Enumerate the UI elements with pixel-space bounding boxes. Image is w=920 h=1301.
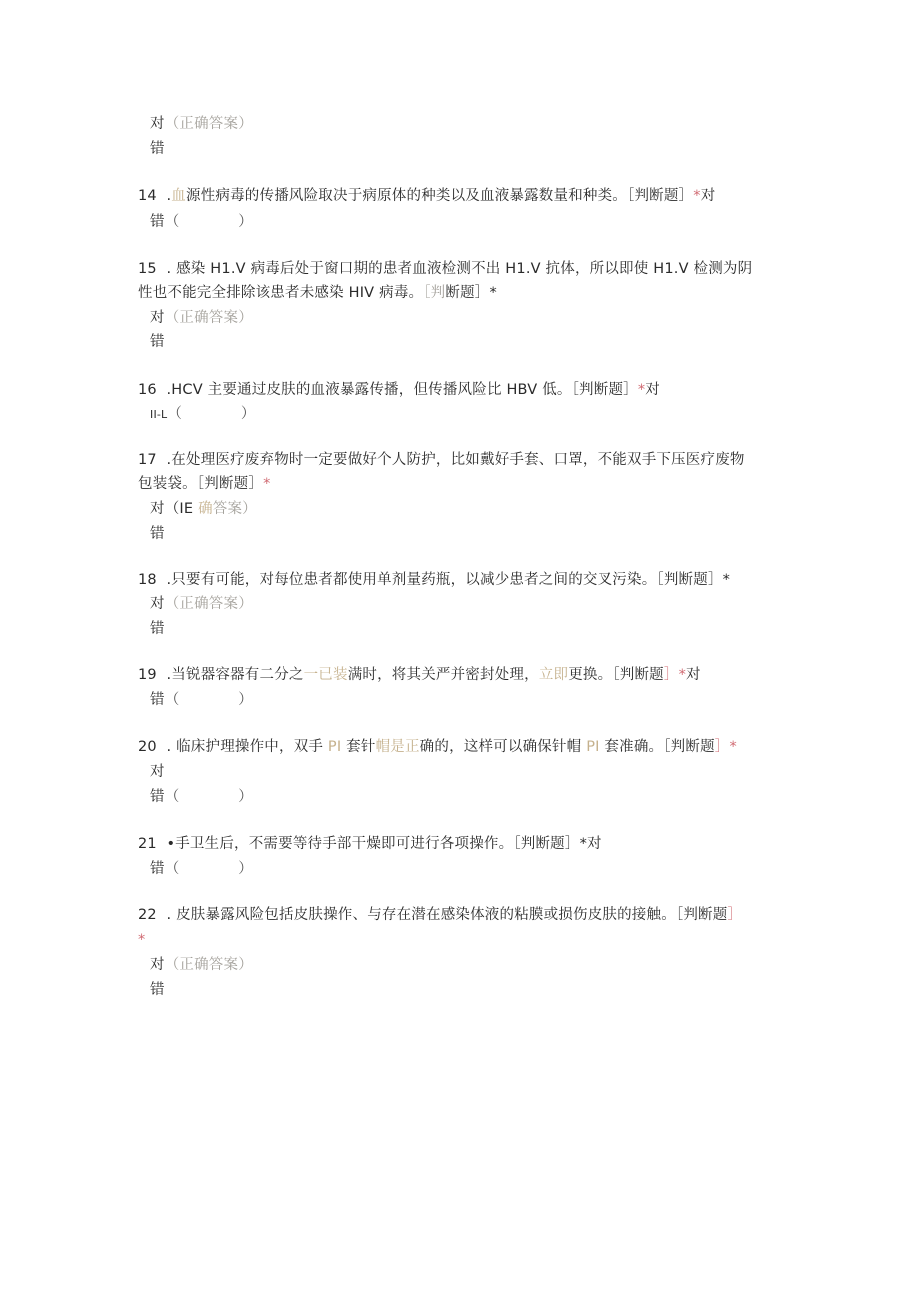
option-false-19: 错（ ） [150, 692, 253, 708]
option-false-22: 错 [150, 982, 165, 998]
option-false-18: 错 [150, 621, 165, 637]
option-true-13: 对（正确答案） [150, 116, 253, 132]
option-false-16: II-L（ ） [150, 406, 256, 422]
question-15-cont: 性也不能完全排除该患者未感染 HIV 病毒。［判断题］* [138, 285, 497, 301]
question-22: 22 . 皮肤暴露风险包括皮肤操作、与存在潜在感染体液的粘膜或损伤皮肤的接触。［判断题］ [138, 907, 743, 923]
option-false-14: 错（ ） [150, 214, 253, 230]
question-20: 20 . 临床护理操作中，双手 PI 套针帽是正确的，这样可以确保针帽 PI 套准确。［判断题］* [138, 739, 737, 755]
option-true-20: 对 [150, 764, 165, 780]
option-false-20: 错（ ） [150, 789, 253, 805]
question-16: 16 .HCV 主要通过皮肤的血液暴露传播，但传播风险比 HBV 低。［判断题］*对 [138, 382, 660, 398]
option-false-17: 错 [150, 526, 165, 542]
question-18: 18 .只要有可能，对每位患者都使用单剂量药瓶，以减少患者之间的交叉污染。［判断题］* [138, 572, 731, 588]
question-17: 17 .在处理医疗废弃物时一定要做好个人防护，比如戴好手套、口罩，不能双手下压医疗废物 [138, 452, 745, 468]
question-19: 19 .当锐器容器有二分之一已装满时，将其关严并密封处理，立即更换。［判断题］*对 [138, 667, 701, 683]
question-14: 14 .血源性病毒的传播风险取决于病原体的种类以及血液暴露数量和种类。［判断题］*对 [138, 188, 716, 204]
option-true-17: 对（IE 确答案） [150, 501, 257, 517]
question-15: 15 . 感染 H1.V 病毒后处于窗口期的患者血液检测不出 H1.V 抗体，所以即使 H1.V 检测为阴 [138, 261, 753, 277]
question-22-star: * [138, 932, 146, 948]
option-true-15: 对（正确答案） [150, 310, 253, 326]
question-21: 21 •手卫生后，不需要等待手部干燥即可进行各项操作。［判断题］*对 [138, 836, 602, 852]
question-17-cont: 包装袋。［判断题］* [138, 476, 271, 492]
option-true-22: 对（正确答案） [150, 957, 253, 973]
option-false-21: 错（ ） [150, 861, 253, 877]
option-false-13: 错 [150, 141, 165, 157]
option-true-18: 对（正确答案） [150, 596, 253, 612]
option-false-15: 错 [150, 334, 165, 350]
